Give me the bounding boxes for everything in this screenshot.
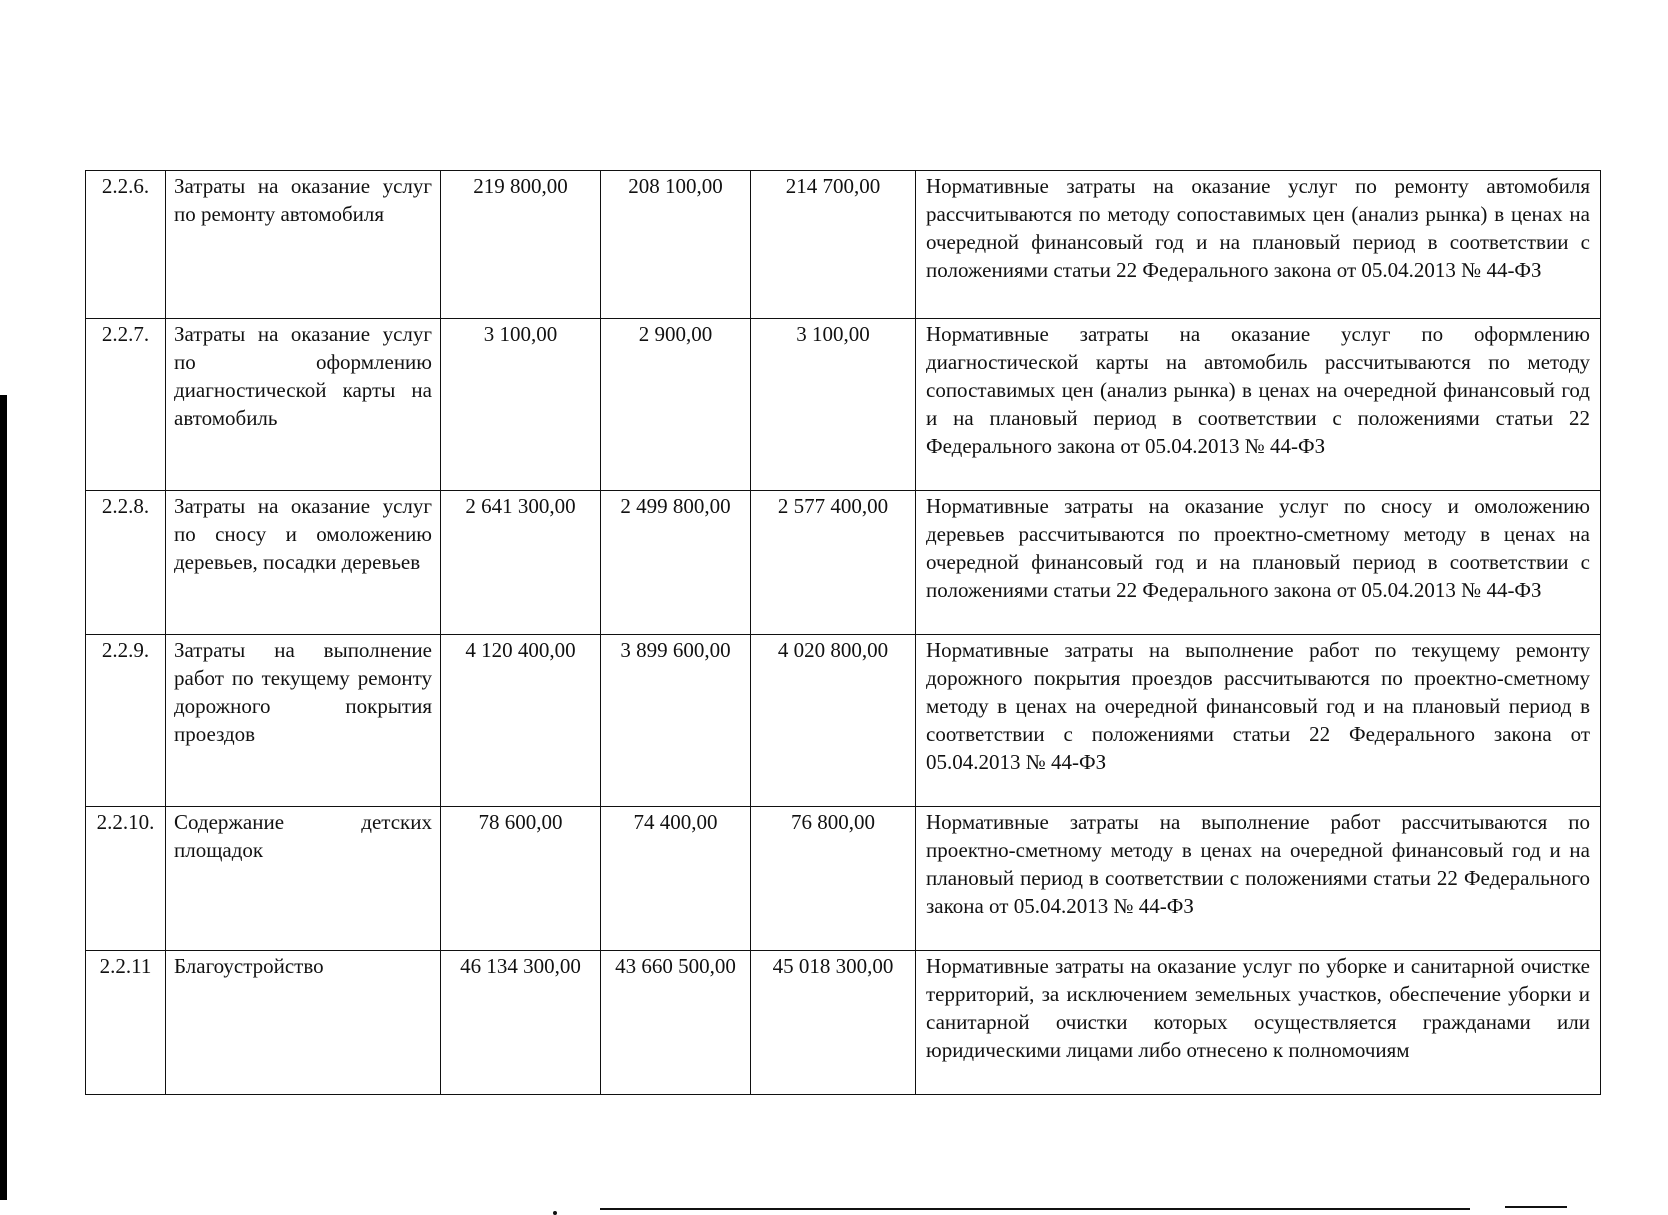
amount-year-2: 43 660 500,00 [601,951,751,1095]
amount-year-1: 46 134 300,00 [441,951,601,1095]
cost-item-name: Затраты на оказание услуг по ремонту автомобиля [166,171,441,319]
amount-year-3: 4 020 800,00 [751,635,916,807]
footer-rule-short [1505,1206,1567,1208]
row-number: 2.2.6. [86,171,166,319]
table-row [86,635,1601,807]
scan-edge-mark [0,395,7,1200]
table-row [86,319,1601,491]
amount-year-1: 2 641 300,00 [441,491,601,635]
amount-year-2: 2 499 800,00 [601,491,751,635]
cost-description-text: Нормативные затраты на оказание услуг по уборке и санитарной очистке территорий, за исключением земельных участков, обеспечение уборки и санитарной очистки которых осуществляется гражданами или юридическими лицами либо отнесено к полномочиям [926,954,1590,1062]
table-row [86,171,1601,319]
row-number: 2.2.11 [86,951,166,1095]
cost-item-name: Затраты на оказание услуг по оформлению диагностической карты на автомобиль [166,319,441,491]
amount-year-3: 214 700,00 [751,171,916,319]
amount-year-2: 74 400,00 [601,807,751,951]
cost-item-name: Затраты на выполнение работ по текущему ремонту дорожного покрытия проездов [166,635,441,807]
cost-description: Нормативные затраты на оказание услуг по оформлению диагностической карты на автомобиль рассчитываются по методу сопоставимых цен (анализ рынка) в ценах на очередной финансовый год и на плановый период в соответствии с положениями статьи 22 Федерального закона от 05.04.2013 № 44-ФЗ [916,319,1601,491]
amount-year-3: 45 018 300,00 [751,951,916,1095]
amount-year-3: 2 577 400,00 [751,491,916,635]
amount-year-1: 4 120 400,00 [441,635,601,807]
amount-year-2: 208 100,00 [601,171,751,319]
row-number: 2.2.10. [86,807,166,951]
amount-year-3: 3 100,00 [751,319,916,491]
table-row [86,807,1601,951]
row-number: 2.2.7. [86,319,166,491]
amount-year-3: 76 800,00 [751,807,916,951]
amount-year-1: 3 100,00 [441,319,601,491]
amount-year-2: 3 899 600,00 [601,635,751,807]
table-row [86,951,1601,1095]
row-number: 2.2.9. [86,635,166,807]
cost-description: Нормативные затраты на выполнение работ рассчитываются по проектно-сметному методу в ценах на очередной финансовый год и на плановый период в соответствии с положениями статьи 22 Федерального закона от 05.04.2013 № 44-ФЗ [916,807,1601,951]
footer-rule [600,1208,1470,1210]
table-row [86,491,1601,635]
scan-artifact-dot [553,1211,557,1215]
cost-item-name: Содержание детских площадок [166,807,441,951]
row-number: 2.2.8. [86,491,166,635]
amount-year-1: 219 800,00 [441,171,601,319]
cost-description [916,951,1601,1095]
cost-description: Нормативные затраты на оказание услуг по сносу и омоложению деревьев рассчитываются по проектно-сметному методу в ценах на очередной финансовый год и на плановый период в соответствии с положениями статьи 22 Федерального закона от 05.04.2013 № 44-ФЗ [916,491,1601,635]
amount-year-1: 78 600,00 [441,807,601,951]
cost-description: Нормативные затраты на оказание услуг по ремонту автомобиля рассчитываются по методу сопоставимых цен (анализ рынка) в ценах на очередной финансовый год и на плановый период в соответствии с положениями статьи 22 Федерального закона от 05.04.2013 № 44-ФЗ [916,171,1601,319]
cost-description: Нормативные затраты на выполнение работ по текущему ремонту дорожного покрытия проездов рассчитываются по проектно-сметному методу в ценах на очередной финансовый год и на плановый период в соответствии с положениями статьи 22 Федерального закона от 05.04.2013 № 44-ФЗ [916,635,1601,807]
cost-item-name: Благоустройство [166,951,441,1095]
cost-item-name: Затраты на оказание услуг по сносу и омоложению деревьев, посадки деревьев [166,491,441,635]
amount-year-2: 2 900,00 [601,319,751,491]
cost-table [85,170,1601,1095]
